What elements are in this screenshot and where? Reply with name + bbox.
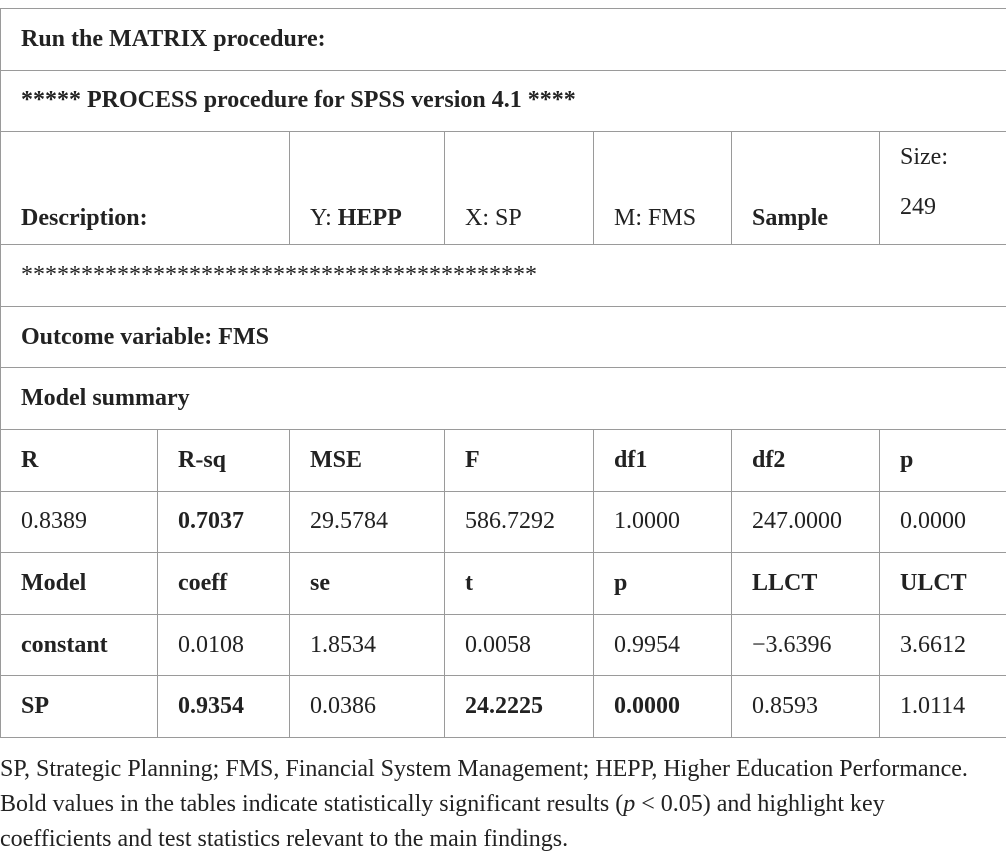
process-version-line	[1, 70, 1006, 132]
summary-value-cell: 29.5784	[290, 491, 445, 553]
summary-header-cell: R-sq	[158, 429, 290, 491]
summary-header-cell: F	[445, 429, 594, 491]
x-variable: X: SP	[445, 132, 594, 245]
summary-header-cell: R	[1, 429, 158, 491]
model-header-cell: ULCT	[880, 553, 1006, 615]
model-cell: 0.8593	[732, 676, 880, 738]
footnote-p-symbol: p	[623, 791, 636, 817]
outcome-variable-heading: Outcome variable: FMS	[1, 306, 1006, 368]
footnote-text-2: < 0.05) and highlight key coefficients and test statistics relevant to the main findings.	[0, 791, 885, 852]
model-cell: −3.6396	[732, 614, 880, 676]
summary-header-cell: p	[880, 429, 1006, 491]
model-header-cell: p	[594, 553, 732, 615]
model-header-cell: coeff	[158, 553, 290, 615]
model-cell: 0.0000	[594, 676, 732, 738]
summary-header-cell: MSE	[290, 429, 445, 491]
model-row-constant	[1, 614, 1006, 676]
y-variable	[290, 132, 445, 245]
model-header-cell: t	[445, 553, 594, 615]
sample-size-label: Size:	[900, 144, 948, 171]
process-results-table	[0, 8, 1006, 738]
summary-header-cell: df1	[594, 429, 732, 491]
model-header-cell: se	[290, 553, 445, 615]
model-cell: 0.9354	[158, 676, 290, 738]
summary-value-cell: 0.7037	[158, 491, 290, 553]
model-cell: 0.9954	[594, 614, 732, 676]
model-header-cell: LLCT	[732, 553, 880, 615]
sample-size-value: 249	[900, 194, 936, 221]
summary-value-cell: 0.0000	[880, 491, 1006, 553]
summary-value-cell: 586.7292	[445, 491, 594, 553]
summary-values-row	[1, 491, 1006, 553]
model-cell: 1.0114	[880, 676, 1006, 738]
model-cell: 1.8534	[290, 614, 445, 676]
model-cell: 3.6612	[880, 614, 1006, 676]
description-row	[1, 132, 1006, 245]
model-row-sp	[1, 676, 1006, 738]
model-header-row	[1, 553, 1006, 615]
model-header-cell: Model	[1, 553, 158, 615]
summary-header-cell: df2	[732, 429, 880, 491]
description-label: Description:	[1, 132, 290, 245]
summary-value-cell: 247.0000	[732, 491, 880, 553]
model-cell: 24.2225	[445, 676, 594, 738]
asterisk-separator: *******************************************	[1, 245, 1006, 307]
y-variable-prefix: Y:	[310, 205, 338, 232]
table-footnote	[0, 752, 990, 857]
model-cell: 0.0108	[158, 614, 290, 676]
model-summary-heading: Model summary	[1, 368, 1006, 430]
m-variable: M: FMS	[594, 132, 732, 245]
sample-size	[880, 132, 1006, 245]
sample-label: Sample	[732, 132, 880, 245]
y-variable-value: HEPP	[337, 205, 402, 232]
model-cell: 0.0058	[445, 614, 594, 676]
footnote-text-1: SP, Strategic Planning; FMS, Financial System Management; HEPP, Higher Education Performance. Bold values in the tables indicate statistically significant results (	[0, 756, 968, 817]
process-version-text: ***** PROCESS procedure for SPSS version 4.1 ****	[21, 87, 576, 114]
summary-value-cell: 1.0000	[594, 491, 732, 553]
model-cell: 0.0386	[290, 676, 445, 738]
run-matrix-heading: Run the MATRIX procedure:	[1, 9, 1006, 71]
model-cell: SP	[1, 676, 158, 738]
summary-value-cell: 0.8389	[1, 491, 158, 553]
model-cell: constant	[1, 614, 158, 676]
summary-header-row	[1, 429, 1006, 491]
